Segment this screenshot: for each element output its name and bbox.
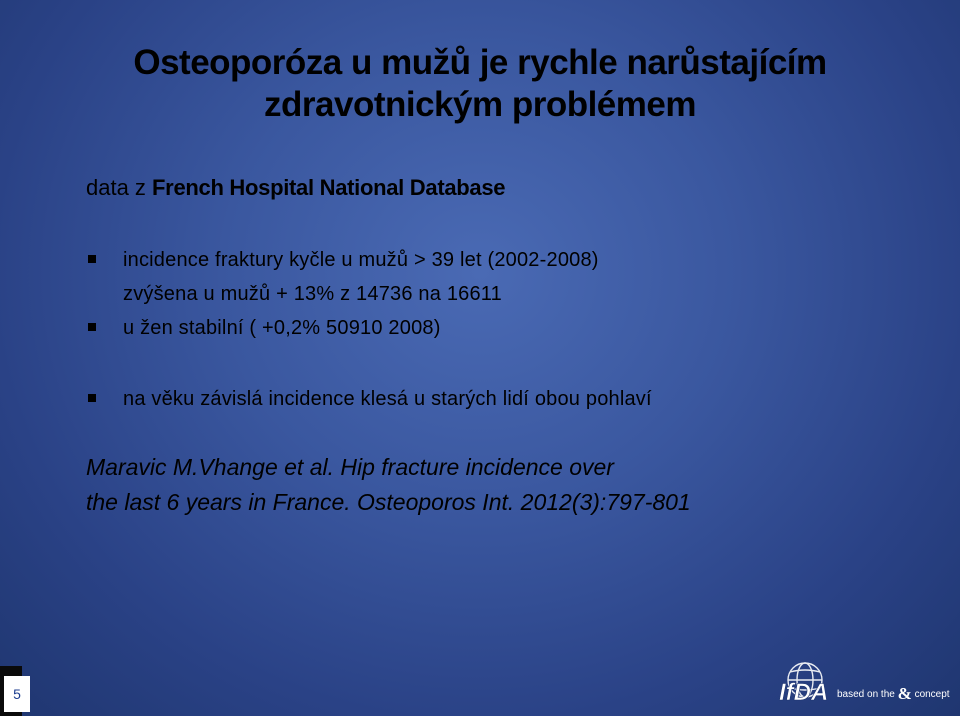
square-bullet-icon — [88, 394, 96, 402]
citation-line: the last 6 years in France. Osteoporos Int. 2012(3):797-801 — [86, 489, 691, 515]
title-line-2: zdravotnickým problémem — [264, 85, 696, 124]
ifda-logo — [775, 660, 955, 710]
bullet-item-women — [86, 311, 906, 345]
bullet-text: na věku závislá incidence klesá u starých lidí obou pohlaví — [123, 388, 652, 410]
square-bullet-icon — [88, 255, 96, 263]
slide-title — [40, 42, 920, 126]
logo-tagline-end: concept — [914, 689, 950, 700]
logo-wordmark: IfDA — [779, 679, 829, 706]
data-source-prefix: data z — [86, 175, 153, 200]
bullet-item-age-dependence — [86, 382, 906, 416]
bullet-text: u žen stabilní ( +0,2% 50910 2008) — [123, 317, 441, 339]
data-source-line — [86, 173, 505, 203]
square-bullet-icon — [88, 323, 96, 331]
bullet-item-hip-fracture-men — [86, 243, 906, 311]
bullet-text: incidence fraktury kyčle u mužů > 39 let (2002-2008) — [123, 249, 599, 271]
data-source-name: French Hospital National Database — [152, 175, 506, 200]
citation — [86, 450, 691, 520]
title-line-1: Osteoporóza u mužů je rychle narůstajícím — [133, 43, 827, 82]
logo-ampersand: & — [897, 684, 912, 703]
logo-tagline — [837, 684, 950, 704]
ifda-logo-mark-icon — [775, 660, 839, 710]
bullet-text: zvýšena u mužů + 13% z 14736 na 16611 — [123, 283, 502, 305]
citation-line: Maravic M.Vhange et al. Hip fracture incidence over — [86, 454, 614, 480]
bullet-list — [86, 243, 906, 416]
logo-tagline-start: based on the — [837, 689, 895, 700]
page-number: 5 — [4, 676, 30, 712]
